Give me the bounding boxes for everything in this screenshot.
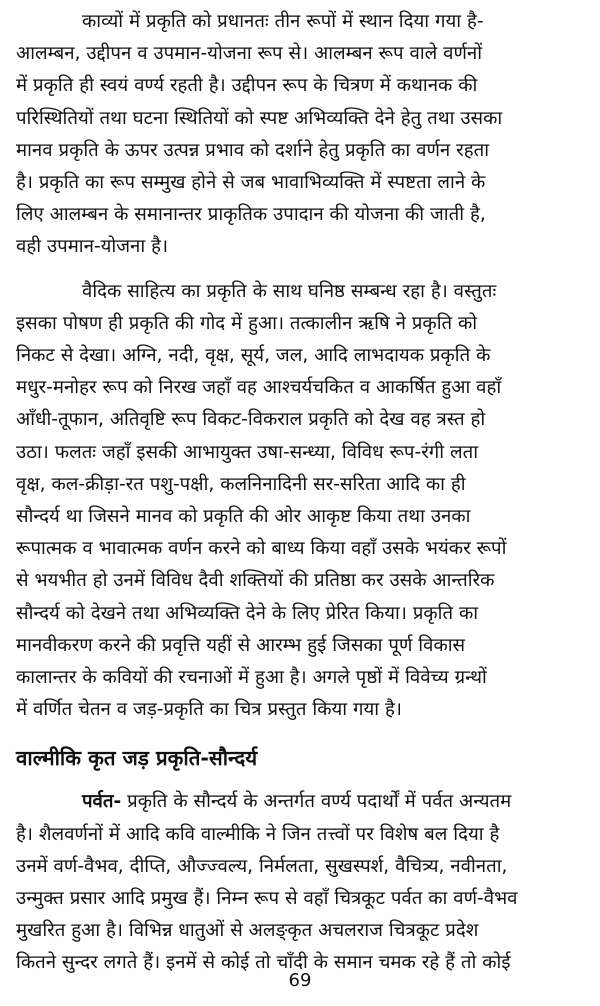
text-line: उन्मुक्त प्रसार आदि प्रमुख हैं। निम्न रूप से वहाँ चित्रकूट पर्वत का वर्ण-वैभव [16, 888, 518, 910]
text-line: आलम्बन, उद्दीपन व उपमान-योजना रूप से। आलम्बन रूप वाले वर्णनों [16, 43, 483, 65]
section-heading: वाल्मीकि कृत जड़ प्रकृति-सौन्दर्य [16, 746, 258, 771]
page-number: 69 [288, 970, 312, 991]
paragraph-vedic-literature [16, 276, 586, 727]
text-line: में वर्णित चेतन व जड़-प्रकृति का चित्र प्रस्तुत किया गया है। [16, 699, 402, 721]
text-line: इसका पोषण ही प्रकृति की गोद में हुआ। तत्कालीन ऋषि ने प्रकृति को [16, 312, 478, 334]
text-line: है। प्रकृति का रूप सम्मुख होने से जब भावाभिव्यक्ति में स्पष्टता लाने के [16, 172, 486, 194]
text-line: काव्यों में प्रकृति को प्रधानतः तीन रूपों में स्थान दिया गया है- [82, 11, 484, 32]
lead-term: पर्वत- [82, 791, 122, 813]
text-line: निकट से देखा। अग्नि, नदी, वृक्ष, सूर्य, जल, आदि लाभदायक प्रकृति के [16, 345, 491, 367]
text-line: मानव प्रकृति के ऊपर उत्पन्न प्रभाव को दर्शाने हेतु प्रकृति का वर्णन रहता [16, 139, 490, 161]
text-line: रूपात्मक व भावात्मक वर्णन करने को बाध्य किया वहाँ उसके भयंकर रूपों [16, 538, 507, 560]
text-line: में प्रकृति ही स्वयं वर्ण्य रहती है। उद्दीपन रूप के चित्रण में कथानक की [16, 75, 478, 97]
text-line: उनमें वर्ण-वैभव, दीप्ति, औज्ज्वल्य, निर्मलता, सुखस्पर्श, वैचित्र्य, नवीनता, [16, 855, 508, 877]
text-line: वैदिक साहित्य का प्रकृति के साथ घनिष्ठ सम्बन्ध रहा है। वस्तुतः [82, 280, 497, 302]
text-line: मानवीकरण करने की प्रवृत्ति यहीं से आरम्भ हुई जिसका पूर्ण विकास [16, 634, 466, 656]
text-line: उठा। फलतः जहाँ इसकी आभायुक्त उषा-सन्ध्या, विविध रूप-रंगी लता [16, 441, 479, 463]
text-line [16, 786, 586, 818]
text-line: कालान्तर के कवियों की रचनाओं में हुआ है। अगले पृष्ठों में विवेच्य ग्रन्थों [16, 667, 487, 689]
text-line: सौन्दर्य को देखने तथा अभिव्यक्ति देने के लिए प्रेरित किया। प्रकृति का [16, 602, 479, 624]
text-line: परिस्थितियों तथा घटना स्थितियों को स्पष्ट अभिव्यक्ति देने हेतु तथा उसका [16, 107, 503, 129]
text-line: लिए आलम्बन के समानान्तर प्राकृतिक उपादान की योजना की जाती है, [16, 204, 486, 226]
text-line: से भयभीत हो उनमें विविध दैवी शक्तियों की प्रतिष्ठा कर उसके आन्तरिक [16, 570, 495, 592]
text-line: है। शैलवर्णनों में आदि कवि वाल्मीकि ने जिन तत्त्वों पर विशेष बल दिया है [16, 823, 500, 845]
paragraph-parvat [16, 786, 586, 979]
lead-continuation: प्रकृति के सौन्दर्य के अन्तर्गत वर्ण्य पदार्थों में पर्वत अन्यतम [121, 791, 512, 813]
paragraph-prakriti-roles [16, 6, 586, 264]
text-line: मुखरित हुआ है। विभिन्न धातुओं से अलङ्कृत अचलराज चित्रकूट प्रदेश [16, 920, 479, 942]
text-line: वृक्ष, कल-क्रीड़ा-रत पशु-पक्षी, कलनिनादिनी सर-सरिता आदि का ही [16, 473, 466, 495]
text-line: मधुर-मनोहर रूप को निरख जहाँ वह आश्चर्यचकित व आकर्षित हुआ वहाँ [16, 377, 502, 399]
text-line: सौन्दर्य था जिसने मानव को प्रकृति की ओर आकृष्ट किया तथा उनका [16, 506, 471, 528]
text-line: आँधी-तूफान, अतिवृष्टि रूप विकट-विकराल प्रकृति को देख वह त्रस्त हो [16, 409, 486, 431]
text-line: वही उपमान-योजना है। [16, 236, 169, 258]
text-line: कितने सुन्दर लगते हैं। इनमें से कोई तो चाँदी के समान चमक रहे हैं तो कोई [16, 952, 511, 974]
